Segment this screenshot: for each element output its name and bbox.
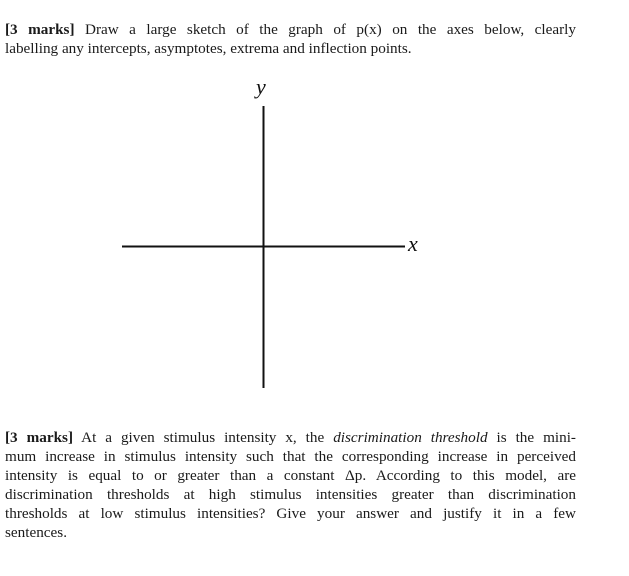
question-2-line-6: sentences. bbox=[5, 524, 67, 541]
question-2-line-1: [3 marks] At a given stimulus intensity x, the discrimination threshold is the mini- bbox=[5, 429, 576, 446]
question-2 bbox=[5, 428, 576, 542]
question-1-line-2: labelling any intercepts, asymptotes, extrema and inflection points. bbox=[5, 40, 412, 57]
y-axis-label: y bbox=[256, 74, 266, 99]
question-2-line-3: intensity is equal to or greater than a constant Δp. According to this model, are bbox=[5, 467, 576, 484]
marks-label: [3 marks] bbox=[5, 429, 74, 446]
x-axis-label: x bbox=[408, 231, 418, 256]
question-2-line-2: mum increase in stimulus intensity such that the corresponding increase in perceived bbox=[5, 448, 576, 465]
question-1-text: Draw a large sketch of the graph of p(x) on the axes below, clearly bbox=[74, 21, 576, 38]
marks-label: [3 marks] bbox=[5, 21, 75, 38]
question-2-line-4: discrimination thresholds at high stimulus intensities greater than discrimination bbox=[5, 486, 576, 503]
question-2-line-5: thresholds at low stimulus intensities? Give your answer and justify it in a few bbox=[5, 505, 576, 522]
discrimination-threshold-term: discrimination threshold bbox=[333, 429, 488, 446]
